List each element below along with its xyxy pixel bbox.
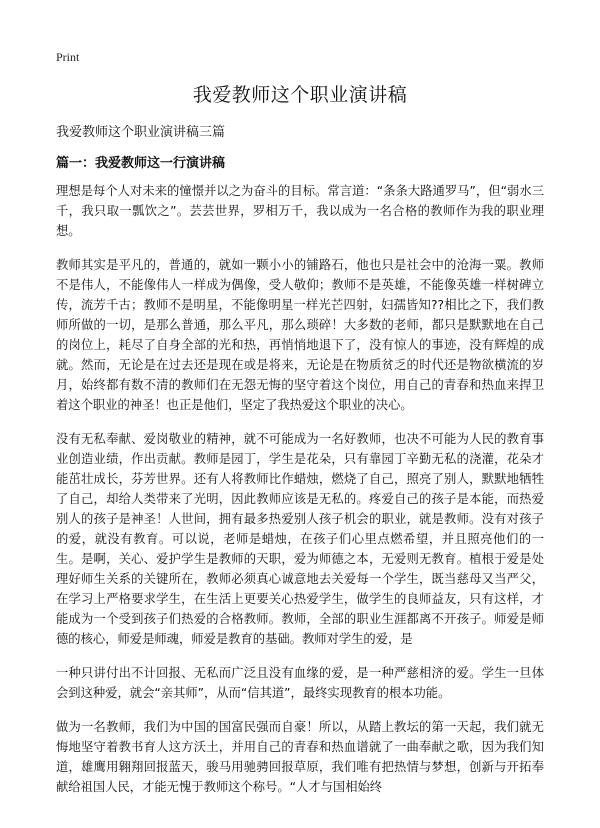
document-title: 我爱教师这个职业演讲稿 bbox=[192, 84, 408, 106]
document-subtitle: 我爱教师这个职业演讲稿三篇 bbox=[56, 125, 226, 140]
paragraph-2: 教师其实是平凡的，普通的，就如一颗小小的铺路石，他也只是社会中的沧海一粟。教师不是伟人，不能像伟人一样成为偶像，受人敬仰；教师不是英雄，不能像英雄一样树碑立传，流芳千古；教师不是明星，不能像明星一样光芒四射，妇孺皆知??相比之下，我们教师所做的一切，是那么普通，那么平凡，那么琐碎！大多数的老师，都只是默默地在自己的岗位上，耗尽了自身全部的光和热，再悄悄地退下了，没有惊人的事迹，没有辉煌的成就。然而，无论是在过去还是现在或是将来，无论是在物质贫乏的时代还是物欲横流的岁月，始终都有数不清的教师们在无怨无悔的坚守着这个岗位，用自己的青春和热血来捍卫着这个职业的神圣！也正是他们，坚定了我热爱这个职业的决心。 bbox=[56, 258, 544, 412]
print-label: Print bbox=[56, 50, 80, 64]
paragraph-3: 没有无私奉献、爱岗敬业的精神，就不可能成为一名好教师，也决不可能为人民的教育事业创造业绩，作出贡献。教师是园丁，学生是花朵，只有靠园丁辛勤无私的浇灌，花朵才能茁壮成长，芬芳世界。还有人将教师比作蜡烛，燃烧了自己，照亮了别人，默默地牺牲了自己，却给人类带来了光明，因此教师应该是无私的。疼爱自己的孩子是本能，而热爱别人的孩子是神圣！人世间，拥有最多热爱别人孩子机会的职业，就是教师。没有对孩子的爱，就没有教育。可以说，老师是蜡烛，在孩子们心里点燃希望，并且照亮他们的一生。是啊，关心、爱护学生是教师的天职，爱为师德之本，无爱则无教育。植根于爱是处理好师生关系的关键所在，教师必须真心诚意地去关爱每一个学生，既当慈母又当严父，在学习上严格要求学生，在生活上更要关心热爱学生，做学生的良师益友，只有这样，才能成为一个受到孩子们热爱的合格教师。教师，全部的职业生涯都离不开孩子。师爱是师德的核心，师爱是师魂，师爱是教育的基础。教师对学生的爱，是 bbox=[56, 432, 544, 646]
document-body bbox=[56, 181, 544, 811]
section-heading: 篇一：我爱教师这一行演讲稿 bbox=[56, 156, 226, 171]
paragraph-5: 做为一名教师，我们为中国的国富民强而自豪！所以，从踏上教坛的第一天起，我们就无悔地坚守着教书育人这方沃土，并用自己的青春和热血谱就了一曲奉献之歌，因为我们知道，雄鹰用翱翔回报蓝天，骏马用驰骋回报草原，我们唯有把热情与梦想，创新与开拓奉献给祖国人民，才能无愧于教师这个称号。“人才与国相始终 bbox=[56, 720, 544, 794]
paragraph-4: 一种只讲付出不计回报、无私而广泛且没有血缘的爱，是一种严慈相济的爱。学生一旦体会到这种爱，就会“亲其师”，从而“信其道”，最终实现教育的根本功能。 bbox=[56, 666, 544, 700]
paragraph-1: 理想是每个人对未来的憧憬并以之为奋斗的目标。常言道：“条条大路通罗马”，但“弱水三千，我只取一瓢饮之”。芸芸世界，罗相万千，我以成为一名合格的教师作为我的职业理想。 bbox=[56, 184, 544, 238]
